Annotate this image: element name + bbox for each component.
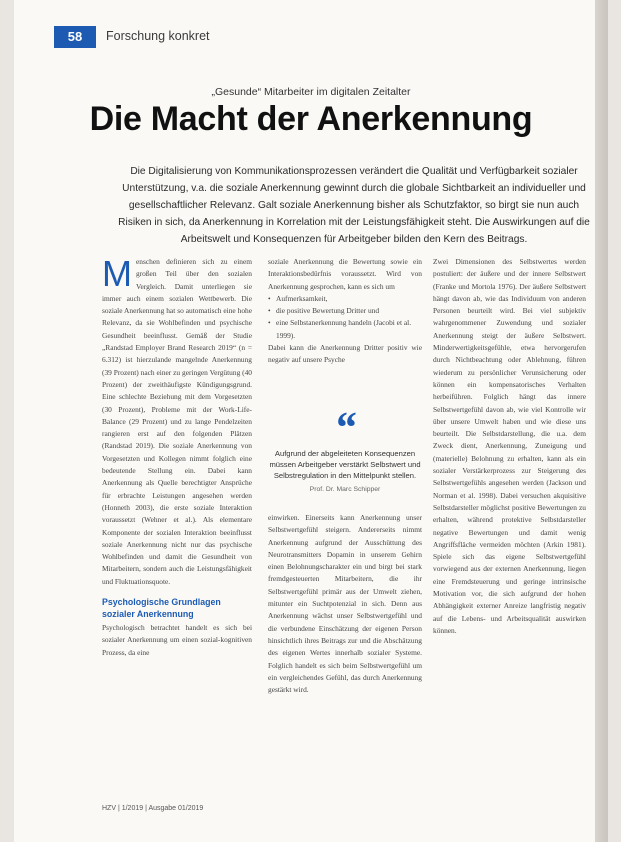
- column-1-text-2: Psychologisch betrachtet handelt es sich bei sozialer Anerkennung um einen sozial-kognitiven Prozess, da eine: [102, 623, 252, 657]
- column-2-text-after: Dabei kann die Anerkennung Dritter positiv wie negativ auf unsere Psyche: [268, 343, 422, 365]
- column-2: [268, 256, 422, 367]
- pull-quote-author: Prof. Dr. Marc Schipper: [309, 486, 381, 493]
- article-kicker: „Gesunde“ Mitarbeiter im digitalen Zeitalter: [211, 86, 411, 98]
- column-1-text: enschen definieren sich zu einem großen Teil über den sozialen Vergleich. Damit unterliegen sie immer auch einem sozialen Wettbewerb. Die soziale Anerkennung hat so automatisch eine hohe Relevanz, da sie Wohlbefinden und psychische Gesundheit beeinflusst. Gemäß der Studie „Randstad Employer Brand Research 2019“ (n = 6.312) ist hierzulande mangelnde Anerkennung (39 Prozent) nach einer zu geringen Vergütung (40 Prozent) der zweithäufigste Kündigungsgrund. Eine schlechte Beziehung mit dem Vorgesetzten (30 Prozent), Probleme mit der Work-Life-Balance (29 Prozent) und zu lange Pendelzeiten rangieren erst auf den folgenden Plätzen (Randstad 2019). Die soziale Anerkennung von Vorgesetzten und Kollegen nimmt folglich eine bedeutende Stellung ein. Dabei kann Anerkennung als Quelle berechtigter Ansprüche für erbrachte Leistungen angesehen werden (Honneth 2003), die erste soziale Interaktion voraussetzt (Wehner et al.). Als elementare Komponente der sozialen Interaktion beeinflusst soziale Anerkennung nicht nur das psychische Wohlbefinden und damit die Gesundheit von Mitarbeitern, sondern auch die Leistungsfähigkeit und Fluktuationsquote.: [102, 257, 252, 586]
- quote-mark-icon: “: [334, 403, 356, 452]
- page-number: 58: [67, 29, 83, 44]
- column-1-paragraph: [102, 253, 252, 588]
- magazine-page: [14, 0, 608, 842]
- column-2-continued: [268, 512, 422, 696]
- bullet-item: • die positive Bewertung Dritter und: [268, 305, 422, 317]
- drop-cap: M: [102, 253, 132, 294]
- page-number-badge: [54, 26, 96, 48]
- column-3-text: Zwei Dimensionen des Selbstwertes werden postuliert: der äußere und der innere Selbstwert (Franke und Mortola 1976). Der äußere Selbstwert hängt davon ab, wie das Individuum von anderen Personen beurteilt wird. Bei viel subjektiv wahrgenommener Zuwendung und sozialer Anerkennung steigt der äußere Selbstwert. Minderwertigkeitsgefühle, etwa hervorgerufen durch Nichtbeachtung oder Ablehnung, führen wiederum zu persönlicher Verunsicherung oder können ein kompensatorisches Verhalten herbeiführen. Folglich hängt das innere Selbstwertgefühl davon ab, wie viel Kontrolle wir über unsere Umwelt haben und wie diese uns beurteilt. Die Selbstdarstellung, die u.a. dem Zweck dient, Anerkennung, Zuneigung und (materielle) Belohnung zu erhalten, kann als ein sozialer Verstärkerprozess zur Steigerung des Selbstwertgefühls angesehen werden (Jackson und Norman et al. 1998). Dabei versuchen akquisitive Selbstdarsteller möglichst positive Bewertungen zu erhalten, während protektive Selbstdarsteller negative Bewertungen und damit wenig Angriffsfläche vermeiden möchten (Arkin 1981). Spiele sich das eigene Selbstwertgefühl vorwiegend aus der externen Anerkennung, liegen eine Fremdsteuerung und geringe intrinsische Motivation vor, die sich aufgrund der hohen Abhängigkeit externer Anreize langfristig negativ auf die Lebens- und Arbeitsqualität auswirken können.: [433, 257, 586, 635]
- article-lead: Die Digitalisierung von Kommunikationsprozessen verändert die Qualität und Verfügbarkeit sozialer Unterstützung, v.a. die soziale Anerkennung gewinnt durch die globale Sichtbarkeit an individueller und gesellschaftlicher Relevanz. Galt soziale Anerkennung bisher als Schutzfaktor, so birgt sie nun auch Risiken in sich, da Anerkennung in Korrelation mit der Leistungsfähigkeit steht. Die Auswirkungen auf die Arbeitswelt und Konsequenzen für Arbeitgeber bilden den Kern des Beitrags.: [118, 166, 590, 245]
- pull-quote-text: Aufgrund der abgeleiteten Konsequenzen müssen Arbeitgeber verstärkt Selbstwert und Selbstregulation in den Mittelpunkt stellen.: [269, 449, 421, 480]
- column-3: [433, 256, 586, 637]
- bullet-list: [268, 293, 422, 342]
- column-2-text-b: einwirken. Einerseits kann Anerkennung unser Selbstwertgefühl steigern. Andererseits nimmt Anerkennung aufgrund der Ausschüttung des Neurotransmitters Dopamin in unserem Gehirn einen Belohnungscharakter ein und birgt bei stark fremdgesteuerten Mitarbeitern, die ihr Selbstwertgefühl primär aus der Umwelt ziehen, mitunter ein Suchtpotenzial in sich. Denn aus Anerkennung wächst unser Selbstwertgefühl und die verbundene Einschätzung der eigenen Person hinsichtlich ihres Beitrags zur und die Abschätzung des eigenen Wertes innerhalb sozialer Systeme. Folglich handelt es sich beim Selbstwertgefühl um ein vergleichendes Gefühl, das durch Anerkennung gestärkt wird.: [268, 513, 422, 695]
- column-2-text: soziale Anerkennung die Bewertung sowie ein Interaktionsbedürfnis voraussetzt. Wird von Anerkennung gesprochen, kann es sich um: [268, 257, 422, 291]
- subheading: Psychologische Grundlagen sozialer Anerkennung: [102, 597, 221, 620]
- page-footer: HZV | 1/2019 | Ausgabe 01/2019: [102, 805, 204, 812]
- bullet-item: • eine Selbstanerkennung handeln (Jacobi et al. 1999).: [268, 317, 422, 342]
- bullet-item: • Aufmerksamkeit,: [268, 293, 422, 305]
- column-1: [102, 253, 252, 659]
- section-title: Forschung konkret: [106, 29, 210, 43]
- pull-quote: [268, 403, 422, 493]
- article-title: Die Macht der Anerkennung: [89, 100, 533, 138]
